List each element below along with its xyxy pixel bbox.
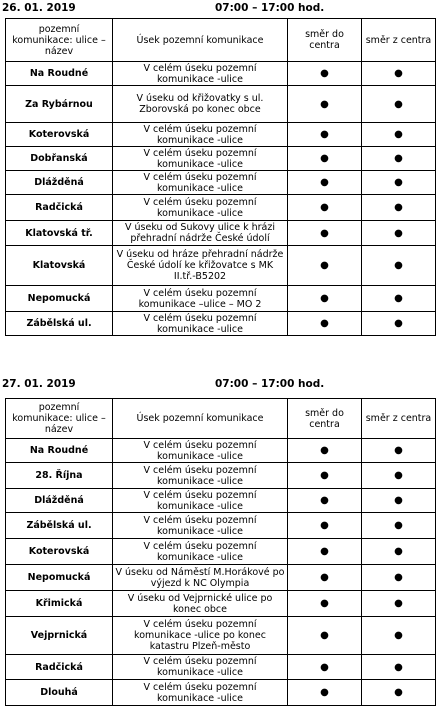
to-center-marker: ● [288,489,362,513]
from-center-marker: ● [362,439,436,463]
section-description-cell: V celém úseku pozemní komunikace -ulice [113,123,288,147]
section-description-cell: V celém úseku pozemní komunikace -ulice [113,539,288,565]
street-name-cell: Zábělská ul. [6,513,113,539]
from-center-marker: ● [362,489,436,513]
to-center-marker: ● [288,86,362,123]
day1-time: 07:00 – 17:00 hod. [215,2,325,14]
section-description-cell: V úseku od křižovatky s ul. Zborovská po konec obce [113,86,288,123]
street-name-cell: Na Roudné [6,62,113,86]
day2-date: 27. 01. 2019 [2,378,76,390]
table-row [6,86,436,123]
from-center-marker: ● [362,123,436,147]
table-row [6,463,436,489]
day1-table [5,18,436,336]
to-center-marker: ● [288,147,362,171]
section-description-cell: V celém úseku pozemní komunikace -ulice [113,680,288,706]
table-row [6,171,436,195]
section-description-cell: V úseku od Náměstí M.Horákové po výjezd k NC Olympia [113,565,288,591]
to-center-marker: ● [288,680,362,706]
street-name-cell: Dlážděná [6,489,113,513]
to-center-marker: ● [288,286,362,312]
from-center-marker: ● [362,147,436,171]
street-name-cell: Vejprnická [6,617,113,655]
from-center-marker: ● [362,513,436,539]
header-street: pozemní komunikace: ulice – název [6,19,113,62]
day2-table [5,398,436,706]
day2-heading [0,378,439,392]
section-description-cell: V úseku od Sukovy ulice k hrázi přehradní nádrže České údolí [113,221,288,246]
section-description-cell: V celém úseku pozemní komunikace -ulice [113,147,288,171]
from-center-marker: ● [362,195,436,221]
street-name-cell: Na Roudné [6,439,113,463]
section-description-cell: V celém úseku pozemní komunikace -ulice [113,62,288,86]
street-name-cell: 28. Října [6,463,113,489]
to-center-marker: ● [288,123,362,147]
from-center-marker: ● [362,246,436,286]
table-row [6,246,436,286]
day1-rows [6,62,436,336]
to-center-marker: ● [288,195,362,221]
from-center-marker: ● [362,62,436,86]
from-center-marker: ● [362,171,436,195]
street-name-cell: Dlážděná [6,171,113,195]
table-row [6,312,436,336]
section-description-cell: V celém úseku pozemní komunikace -ulice [113,489,288,513]
table-row [6,513,436,539]
to-center-marker: ● [288,617,362,655]
table-row [6,539,436,565]
table-row [6,655,436,680]
to-center-marker: ● [288,246,362,286]
from-center-marker: ● [362,565,436,591]
to-center-marker: ● [288,62,362,86]
header-from-center: směr z centra [362,399,436,439]
section-description-cell: V celém úseku pozemní komunikace -ulice [113,171,288,195]
street-name-cell: Klatovská [6,246,113,286]
header-section: Úsek pozemní komunikace [113,19,288,62]
street-name-cell: Dlouhá [6,680,113,706]
from-center-marker: ● [362,655,436,680]
section-description-cell: V úseku od hráze přehradní nádrže České údolí ke křižovatce s MK II.tř.-B5202 [113,246,288,286]
from-center-marker: ● [362,463,436,489]
from-center-marker: ● [362,312,436,336]
header-to-center: směr do centra [288,399,362,439]
to-center-marker: ● [288,655,362,680]
section-description-cell: V celém úseku pozemní komunikace -ulice po konec katastru Plzeň-město [113,617,288,655]
table-row [6,565,436,591]
to-center-marker: ● [288,439,362,463]
header-from-center: směr z centra [362,19,436,62]
street-name-cell: Za Rybárnou [6,86,113,123]
table-row [6,123,436,147]
street-name-cell: Nepomucká [6,565,113,591]
to-center-marker: ● [288,513,362,539]
to-center-marker: ● [288,539,362,565]
header-street: pozemní komunikace: ulice – název [6,399,113,439]
street-name-cell: Zábělská ul. [6,312,113,336]
street-name-cell: Koterovská [6,123,113,147]
to-center-marker: ● [288,565,362,591]
from-center-marker: ● [362,680,436,706]
table-row [6,680,436,706]
street-name-cell: Koterovská [6,539,113,565]
day2-rows [6,439,436,706]
day1-heading [0,2,439,16]
table-header-row [6,399,436,439]
street-name-cell: Nepomucká [6,286,113,312]
header-section: Úsek pozemní komunikace [113,399,288,439]
street-name-cell: Křimická [6,591,113,617]
table-row [6,286,436,312]
section-description-cell: V celém úseku pozemní komunikace -ulice [113,463,288,489]
table-row [6,62,436,86]
from-center-marker: ● [362,617,436,655]
section-description-cell: V celém úseku pozemní komunikace -ulice [113,312,288,336]
from-center-marker: ● [362,539,436,565]
section-description-cell: V celém úseku pozemní komunikace –ulice – MO 2 [113,286,288,312]
table-row [6,147,436,171]
street-name-cell: Klatovská tř. [6,221,113,246]
table-row [6,439,436,463]
from-center-marker: ● [362,591,436,617]
from-center-marker: ● [362,86,436,123]
to-center-marker: ● [288,463,362,489]
to-center-marker: ● [288,171,362,195]
day1-date: 26. 01. 2019 [2,2,76,14]
header-to-center: směr do centra [288,19,362,62]
to-center-marker: ● [288,312,362,336]
street-name-cell: Dobřanská [6,147,113,171]
table-row [6,221,436,246]
street-name-cell: Radčická [6,655,113,680]
from-center-marker: ● [362,286,436,312]
to-center-marker: ● [288,591,362,617]
to-center-marker: ● [288,221,362,246]
section-description-cell: V celém úseku pozemní komunikace -ulice [113,513,288,539]
section-description-cell: V úseku od Vejprnické ulice po konec obce [113,591,288,617]
table-header-row [6,19,436,62]
section-description-cell: V celém úseku pozemní komunikace -ulice [113,195,288,221]
section-description-cell: V celém úseku pozemní komunikace -ulice [113,655,288,680]
table-row [6,617,436,655]
day2-time: 07:00 – 17:00 hod. [215,378,325,390]
section-description-cell: V celém úseku pozemní komunikace -ulice [113,439,288,463]
street-name-cell: Radčická [6,195,113,221]
table-row [6,489,436,513]
table-row [6,195,436,221]
table-row [6,591,436,617]
from-center-marker: ● [362,221,436,246]
